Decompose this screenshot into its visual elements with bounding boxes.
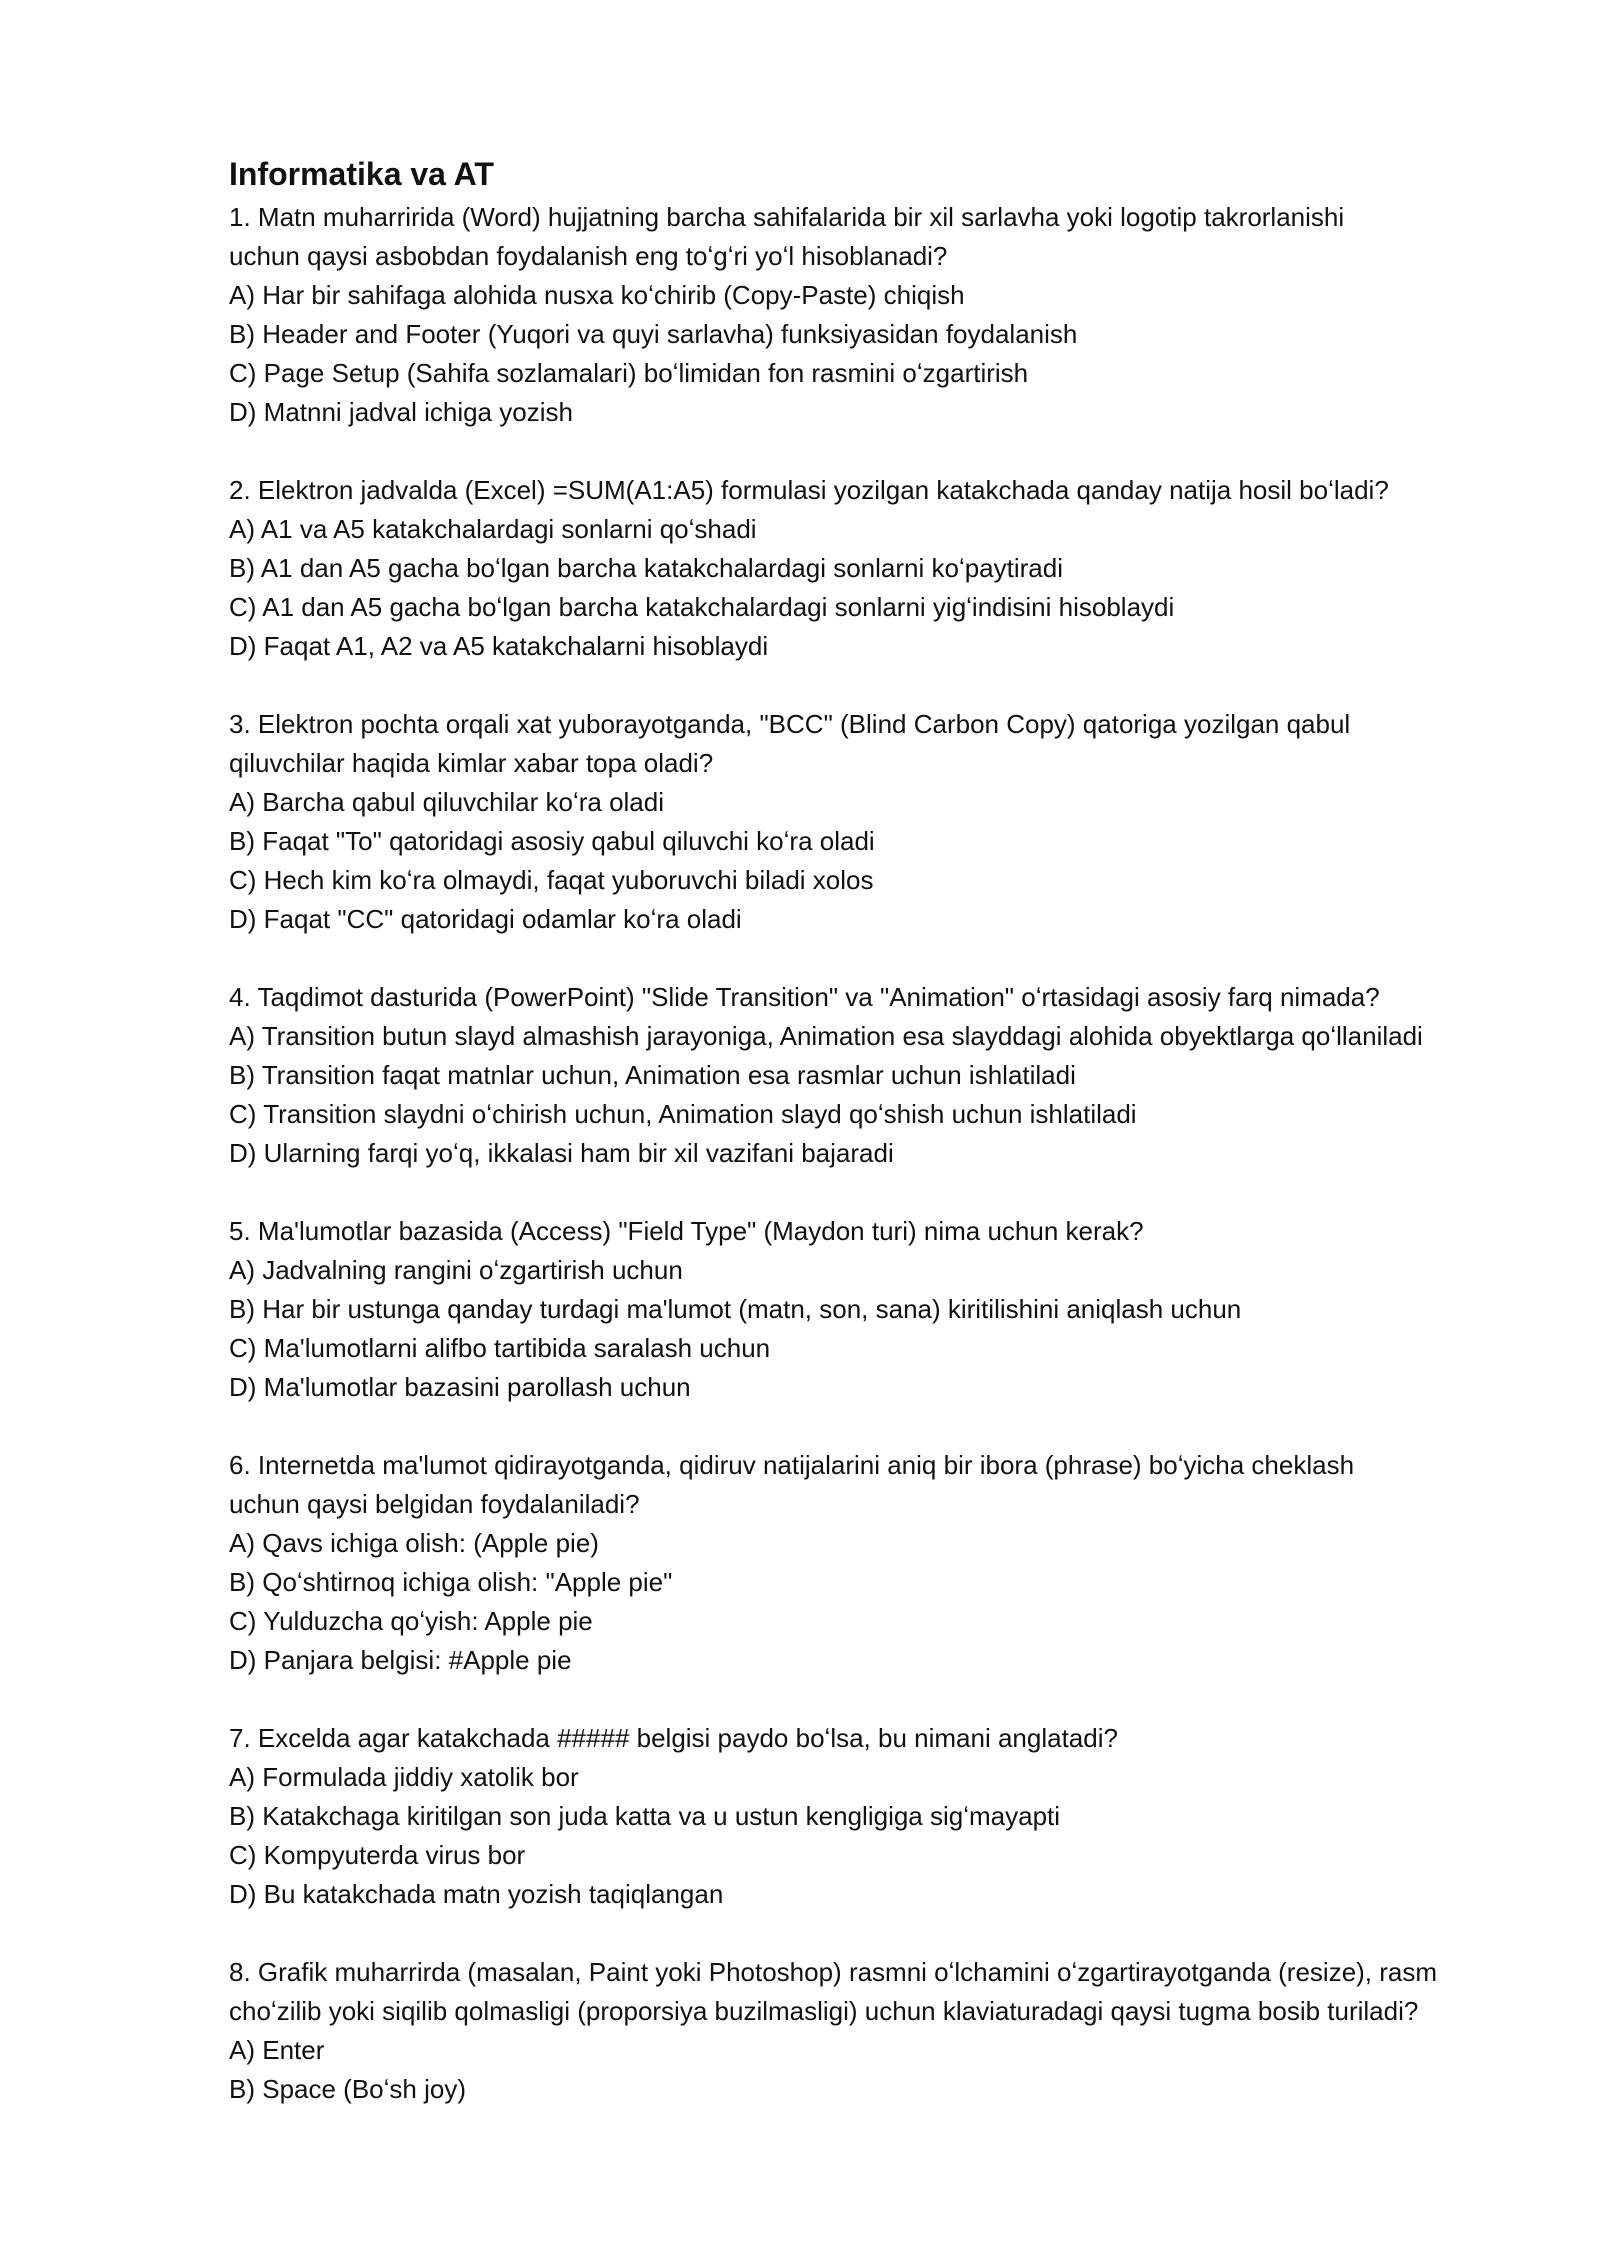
question-2 — [229, 471, 1529, 666]
question-7-text: 7. Excelda agar katakchada ##### belgisi paydo boʻlsa, bu nimani anglatadi? — [229, 1723, 1118, 1753]
question-8-option-a: A) Enter — [229, 2035, 325, 2065]
question-6 — [229, 1446, 1529, 1680]
question-6-option-d: D) Panjara belgisi: #Apple pie — [229, 1645, 572, 1675]
question-8-text: 8. Grafik muharrirda (masalan, Paint yoki Photoshop) rasmni oʻlchamini oʻzgartirayotganda (resize), rasm — [229, 1957, 1438, 1987]
question-6-option-b: B) Qoʻshtirnoq ichiga olish: "Apple pie" — [229, 1567, 673, 1597]
question-5-option-a: A) Jadvalning rangini oʻzgartirish uchun — [229, 1255, 683, 1285]
question-7-option-d: D) Bu katakchada matn yozish taqiqlangan — [229, 1879, 724, 1909]
question-5-option-b: B) Har bir ustunga qanday turdagi ma'lumot (matn, son, sana) kiritilishini aniqlash uchun — [229, 1294, 1242, 1324]
question-1-option-d: D) Matnni jadval ichiga yozish — [229, 397, 573, 427]
question-4-option-a: A) Transition butun slayd almashish jarayoniga, Animation esa slayddagi alohida obyektlarga qoʻllaniladi — [229, 1021, 1423, 1051]
question-1-text: 1. Matn muharririda (Word) hujjatning barcha sahifalarida bir xil sarlavha yoki logotip takrorlanishi — [229, 202, 1345, 232]
question-3-option-b: B) Faqat "To" qatoridagi asosiy qabul qiluvchi koʻra oladi — [229, 826, 875, 856]
question-1-text: uchun qaysi asbobdan foydalanish eng toʻgʻri yoʻl hisoblanadi? — [229, 241, 948, 271]
question-3-option-c: C) Hech kim koʻra olmaydi, faqat yuboruvchi biladi xolos — [229, 865, 874, 895]
question-1-option-b: B) Header and Footer (Yuqori va quyi sarlavha) funksiyasidan foydalanish — [229, 319, 1078, 349]
question-2-option-a: A) A1 va A5 katakchalardagi sonlarni qoʻshadi — [229, 514, 757, 544]
question-1 — [229, 198, 1529, 432]
document-title: Informatika va AT — [229, 156, 494, 192]
question-3 — [229, 705, 1529, 939]
question-6-option-c: C) Yulduzcha qoʻyish: Apple pie — [229, 1606, 593, 1636]
question-5-text: 5. Ma'lumotlar bazasida (Access) "Field Type" (Maydon turi) nima uchun kerak? — [229, 1216, 1144, 1246]
question-4-text: 4. Taqdimot dasturida (PowerPoint) "Slide Transition" va "Animation" oʻrtasidagi asosiy farq nimada? — [229, 982, 1380, 1012]
question-5 — [229, 1212, 1529, 1407]
question-4-option-c: C) Transition slaydni oʻchirish uchun, Animation slayd qoʻshish uchun ishlatiladi — [229, 1099, 1137, 1129]
question-8-text: choʻzilib yoki siqilib qolmasligi (proporsiya buzilmasligi) uchun klaviaturadagi qaysi tugma bosib turiladi? — [229, 1996, 1419, 2026]
document-page — [229, 150, 1529, 2148]
question-5-option-c: C) Ma'lumotlarni alifbo tartibida saralash uchun — [229, 1333, 771, 1363]
question-list — [229, 198, 1529, 2109]
question-8-option-b: B) Space (Boʻsh joy) — [229, 2074, 466, 2104]
question-3-text: qiluvchilar haqida kimlar xabar topa oladi? — [229, 748, 714, 778]
question-5-option-d: D) Ma'lumotlar bazasini parollash uchun — [229, 1372, 691, 1402]
question-3-text: 3. Elektron pochta orqali xat yuborayotganda, "BCC" (Blind Carbon Copy) qatoriga yozilgan qabul — [229, 709, 1351, 739]
question-6-option-a: A) Qavs ichiga olish: (Apple pie) — [229, 1528, 599, 1558]
question-6-text: uchun qaysi belgidan foydalaniladi? — [229, 1489, 640, 1519]
question-4-option-d: D) Ularning farqi yoʻq, ikkalasi ham bir xil vazifani bajaradi — [229, 1138, 894, 1168]
question-7-option-b: B) Katakchaga kiritilgan son juda katta va u ustun kengligiga sigʻmayapti — [229, 1801, 1061, 1831]
question-2-text: 2. Elektron jadvalda (Excel) =SUM(A1:A5) formulasi yozilgan katakchada qanday natija hosil boʻladi? — [229, 475, 1389, 505]
question-2-option-b: B) A1 dan A5 gacha boʻlgan barcha katakchalardagi sonlarni koʻpaytiradi — [229, 553, 1063, 583]
question-3-option-a: A) Barcha qabul qiluvchilar koʻra oladi — [229, 787, 665, 817]
question-8 — [229, 1953, 1529, 2109]
question-3-option-d: D) Faqat "CC" qatoridagi odamlar koʻra oladi — [229, 904, 742, 934]
question-2-option-c: C) A1 dan A5 gacha boʻlgan barcha katakchalardagi sonlarni yigʻindisini hisoblaydi — [229, 592, 1175, 622]
question-7-option-a: A) Formulada jiddiy xatolik bor — [229, 1762, 579, 1792]
question-7 — [229, 1719, 1529, 1914]
question-1-option-c: C) Page Setup (Sahifa sozlamalari) boʻlimidan fon rasmini oʻzgartirish — [229, 358, 1029, 388]
question-2-option-d: D) Faqat A1, A2 va A5 katakchalarni hisoblaydi — [229, 631, 769, 661]
question-7-option-c: C) Kompyuterda virus bor — [229, 1840, 526, 1870]
question-4-option-b: B) Transition faqat matnlar uchun, Animation esa rasmlar uchun ishlatiladi — [229, 1060, 1076, 1090]
question-1-option-a: A) Har bir sahifaga alohida nusxa koʻchirib (Copy-Paste) chiqish — [229, 280, 965, 310]
question-4 — [229, 978, 1529, 1173]
question-6-text: 6. Internetda ma'lumot qidirayotganda, qidiruv natijalarini aniq bir ibora (phrase) boʻyicha cheklash — [229, 1450, 1355, 1480]
